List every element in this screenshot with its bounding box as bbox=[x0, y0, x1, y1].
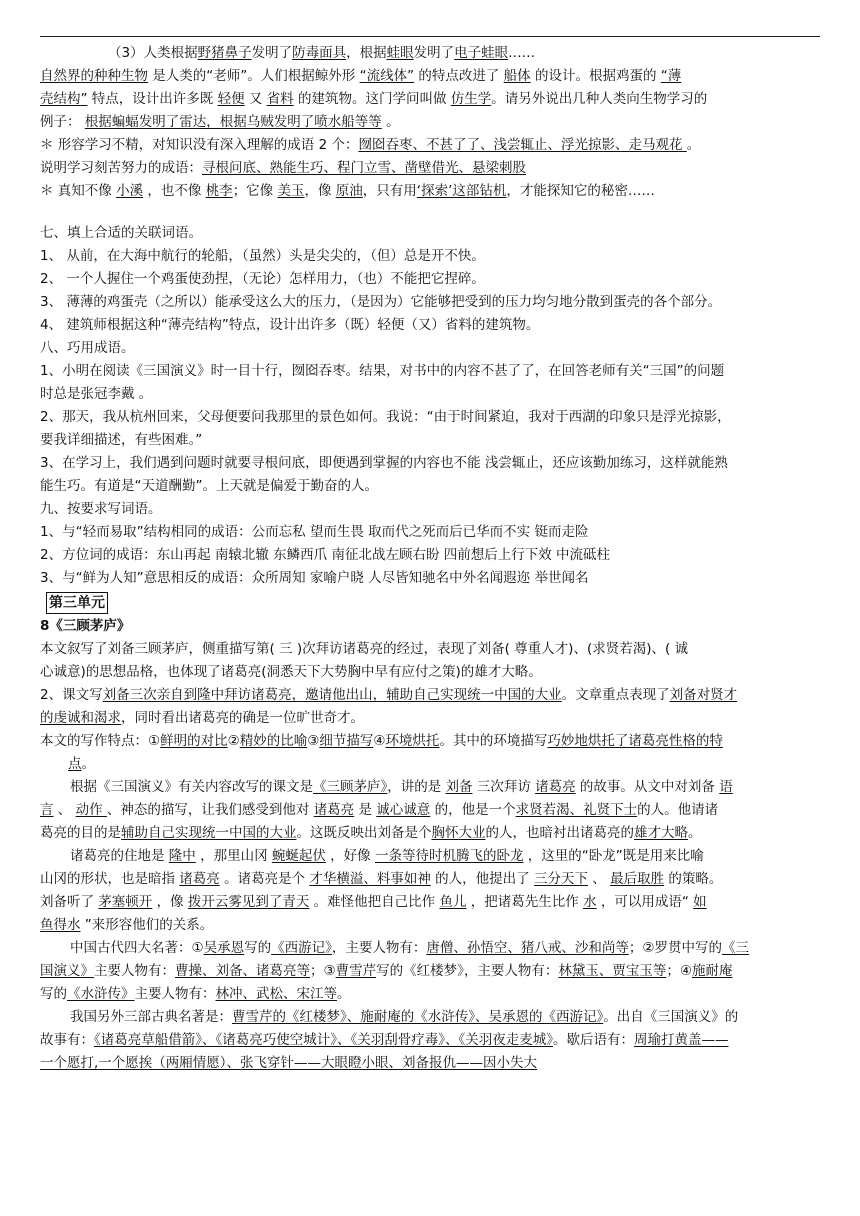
underlined-answer: 动作 bbox=[75, 802, 107, 818]
underlined-answer: 胸怀大业 bbox=[431, 825, 486, 841]
text-run: 七、填上合适的关联词语。 bbox=[40, 225, 202, 241]
text-line bbox=[40, 914, 820, 937]
text-run: 的人，他提出了 bbox=[430, 871, 534, 887]
text-line bbox=[40, 638, 820, 661]
text-run: 本文叙写了刘备三顾茅庐，侧重描写第( 三 )次拜访诸葛亮的经过，表现了刘备( 尊重人才)、(求贤若渴)、( 诚 bbox=[40, 641, 689, 657]
text-line bbox=[40, 498, 820, 521]
text-run: 1、小明在阅读《三国演义》时一目十行，囫囵吞枣。结果，对书中的内容不甚了了，在回答老师有关“三国”的问题 bbox=[40, 363, 725, 379]
text-line bbox=[40, 544, 820, 567]
text-run: 。难怪他把自己比作 bbox=[309, 894, 440, 910]
text-run: 、神态的描写，让我们感受到他对 bbox=[106, 802, 314, 818]
text-run: 。 bbox=[337, 986, 351, 1002]
text-run: ，像 bbox=[304, 183, 336, 199]
underlined-answer: 吴承恩 bbox=[203, 940, 245, 956]
text-run: 的故事。从文中对刘备 bbox=[575, 779, 720, 795]
text-line bbox=[40, 88, 820, 111]
text-line bbox=[40, 567, 820, 590]
text-run: ④ bbox=[373, 733, 386, 749]
text-run: 要我详细描述，有些困难。” bbox=[40, 432, 203, 448]
underlined-answer: 诸葛亮 bbox=[535, 779, 576, 795]
text-run: 写的 bbox=[40, 986, 67, 1002]
text-run: 又 bbox=[244, 91, 267, 107]
underlined-answer: 水 bbox=[583, 894, 597, 910]
text-run: ，像 bbox=[152, 894, 188, 910]
underlined-answer: 刘备三次亲自到隆中拜访诸葛亮，邀请他出山，辅助自己实现统一中国的大业 bbox=[102, 687, 562, 703]
text-run: 的设计。根据鸡蛋的 bbox=[530, 68, 661, 84]
text-run: 的特点改进了 bbox=[414, 68, 504, 84]
underlined-answer: 一个愿打,一个愿挨（两厢情愿）、张飞穿针——大眼瞪小眼、刘备报仇——因小失大 bbox=[40, 1055, 538, 1071]
text-line bbox=[40, 406, 820, 429]
text-run: ，同时看出诸葛亮的确是一位旷世奇才。 bbox=[121, 710, 364, 726]
underlined-answer: 蛙眼 bbox=[386, 45, 414, 61]
underlined-answer: 鱼儿 bbox=[439, 894, 467, 910]
text-run: ＊ 真知不像 bbox=[40, 183, 117, 199]
underlined-answer: 施耐庵 bbox=[691, 963, 733, 979]
text-run: ，根据 bbox=[346, 45, 387, 61]
underlined-answer: 唐僧、孙悟空、猪八戒、沙和尚等 bbox=[426, 940, 629, 956]
underlined-answer: 茅塞顿开 bbox=[98, 894, 153, 910]
underlined-answer: 原油 bbox=[335, 183, 363, 199]
text-run: ，好像 bbox=[325, 848, 375, 864]
text-line bbox=[40, 707, 820, 730]
text-run: 2、那天，我从杭州回来，父母便要问我那里的景色如何。我说：“由于时间紧迫，我对于西湖的印象只是浮光掠影， bbox=[40, 409, 731, 425]
text-run: 。 bbox=[381, 114, 400, 130]
text-run: 8《三顾茅庐》 bbox=[40, 618, 131, 634]
text-run: 心诚意)的思想品格，也体现了诸葛亮(洞悉天下大势胸中早有应付之策)的雄才大略。 bbox=[40, 664, 542, 680]
underlined-answer: 自然界的种种生物 bbox=[40, 68, 148, 84]
text-run: 主要人物有： bbox=[134, 986, 216, 1002]
text-run: …… bbox=[508, 45, 536, 61]
text-line bbox=[40, 730, 820, 753]
underlined-answer: 曹操、刘备、诸葛亮等 bbox=[175, 963, 310, 979]
text-run: 。请另外说出几种人类向生物学习的 bbox=[491, 91, 708, 107]
underlined-answer: 隆中 bbox=[168, 848, 196, 864]
text-line bbox=[40, 684, 820, 707]
underlined-answer: 《三 bbox=[721, 940, 749, 956]
underlined-answer: 壳结构” bbox=[40, 91, 88, 107]
underlined-answer: 言 bbox=[40, 802, 54, 818]
text-run: 故事有： bbox=[40, 1032, 94, 1048]
text-run: 本文的写作特点：① bbox=[40, 733, 161, 749]
text-run: ，那里山冈 bbox=[195, 848, 272, 864]
text-run: 2、 一个人握住一个鸡蛋使劲捏，（无论）怎样用力，（也）不能把它捏碎。 bbox=[40, 271, 485, 287]
text-run: 根据《三国演义》有关内容改写的课文是 bbox=[70, 779, 313, 795]
text-run: 三次拜访 bbox=[472, 779, 536, 795]
underlined-answer: 点 bbox=[68, 756, 82, 772]
text-run: 、 bbox=[53, 802, 76, 818]
blank-line bbox=[40, 203, 820, 222]
underlined-answer: 刘备 bbox=[445, 779, 473, 795]
underlined-answer: 才华横溢、料事如神 bbox=[309, 871, 431, 887]
text-line bbox=[40, 245, 820, 268]
underlined-answer: 最后取胜 bbox=[610, 871, 665, 887]
text-line bbox=[40, 776, 820, 799]
underlined-answer: 国演义》 bbox=[40, 963, 94, 979]
text-run: 。 bbox=[688, 825, 702, 841]
text-line bbox=[40, 157, 820, 180]
underlined-answer: 寻根问底、熟能生巧、程门立雪、凿壁借光、悬梁刺股 bbox=[202, 160, 526, 176]
text-run: 写的 bbox=[244, 940, 272, 956]
underlined-answer: 的虔诚和渴求 bbox=[40, 710, 121, 726]
text-line bbox=[40, 891, 820, 914]
text-run: 中国古代四大名著：① bbox=[70, 940, 204, 956]
text-run: 刘备听了 bbox=[40, 894, 99, 910]
text-run: ③ bbox=[307, 733, 320, 749]
underlined-answer: 一条等待时机腾飞的卧龙 bbox=[374, 848, 524, 864]
document-body bbox=[40, 36, 820, 1075]
underlined-answer: 船体 bbox=[503, 68, 531, 84]
text-line bbox=[40, 337, 820, 360]
text-run: 2、方位词的成语：东山再起 南辕北辙 东鳞西爪 南征北战左顾右盼 四前想后上行下效 中流砥柱 bbox=[40, 547, 611, 563]
text-run: ，只有用 bbox=[362, 183, 417, 199]
text-run: 发明了 bbox=[413, 45, 455, 61]
underlined-answer: 求贤若渴、礼贤下士 bbox=[515, 802, 638, 818]
unit-heading: 第三单元 bbox=[46, 592, 108, 614]
underlined-answer: 诚心诚意 bbox=[376, 802, 431, 818]
underlined-answer: 《诸葛亮草船借箭》、《诸葛亮巧使空城计》、《关羽刮骨疗毒》、《关羽夜走麦城》 bbox=[94, 1032, 553, 1048]
text-line bbox=[40, 661, 820, 684]
text-line bbox=[40, 42, 820, 65]
text-run: 例子： bbox=[40, 114, 85, 130]
text-run: 的人，也暗衬出诸葛亮的 bbox=[485, 825, 634, 841]
text-line bbox=[40, 960, 820, 983]
text-line bbox=[40, 314, 820, 337]
text-run: ，讲的是 bbox=[387, 779, 446, 795]
underlined-answer: 雄才大略 bbox=[634, 825, 688, 841]
text-line bbox=[40, 291, 820, 314]
text-line bbox=[40, 475, 820, 498]
text-line bbox=[40, 360, 820, 383]
text-run: 的人。他请诸 bbox=[637, 802, 719, 818]
text-line bbox=[40, 822, 820, 845]
text-run: 3、在学习上，我们遇到问题时就要寻根问底，即便遇到掌握的内容也不能 浅尝辄止，还应该勤加练习，这样就能熟 bbox=[40, 455, 728, 471]
underlined-answer: 囫囵吞枣、不甚了了、浅尝辄止、浮光掠影、走马观花 bbox=[358, 137, 687, 153]
text-run: 是 bbox=[354, 802, 377, 818]
text-run: 的，他是一个 bbox=[430, 802, 516, 818]
text-run: 主要人物有： bbox=[94, 963, 175, 979]
text-run: 八、巧用成语。 bbox=[40, 340, 135, 356]
underlined-answer: 《西游记》 bbox=[271, 940, 332, 956]
underlined-answer: 桃李 bbox=[205, 183, 233, 199]
text-run: 3、 薄薄的鸡蛋壳（之所以）能承受这么大的压力，（是因为）它能够把受到的压力均匀地分散到蛋壳的各个部分。 bbox=[40, 294, 722, 310]
underlined-answer: 三分天下 bbox=[533, 871, 588, 887]
text-line bbox=[40, 868, 820, 891]
underlined-answer: 环境烘托 bbox=[385, 733, 440, 749]
text-line bbox=[40, 615, 820, 638]
underlined-answer: 鲜明的对比 bbox=[160, 733, 228, 749]
text-line bbox=[40, 383, 820, 406]
underlined-answer: 蜿蜒起伏 bbox=[271, 848, 326, 864]
text-line bbox=[40, 180, 820, 203]
text-run: ② bbox=[227, 733, 240, 749]
text-run: 。 bbox=[686, 137, 701, 153]
underlined-answer: 诸葛亮 bbox=[313, 802, 355, 818]
underlined-answer: 省料 bbox=[266, 91, 294, 107]
underlined-answer: 林冲、武松、宋江等 bbox=[215, 986, 337, 1002]
underlined-answer: 电子蛙眼 bbox=[454, 45, 509, 61]
text-run: 。这既反映出刘备是个 bbox=[296, 825, 432, 841]
text-line bbox=[40, 521, 820, 544]
text-line bbox=[40, 983, 820, 1006]
text-run: 的策略。 bbox=[664, 871, 723, 887]
text-line bbox=[40, 1006, 820, 1029]
underlined-answer: ‘探索’这部钻机 bbox=[416, 183, 507, 199]
text-run: （3）人类根据 bbox=[108, 45, 198, 61]
underlined-answer: 小溪 bbox=[116, 183, 144, 199]
text-run: 。歇后语有： bbox=[553, 1032, 634, 1048]
underlined-answer: 刘备对贤才 bbox=[669, 687, 738, 703]
text-line bbox=[40, 799, 820, 822]
text-line bbox=[40, 937, 820, 960]
text-line bbox=[40, 1029, 820, 1052]
text-run: 、 bbox=[587, 871, 611, 887]
text-run: ；④ bbox=[666, 963, 692, 979]
underlined-answer: 《水浒传》 bbox=[67, 986, 135, 1002]
text-run: ，这里的“卧龙”既是用来比喻 bbox=[523, 848, 704, 864]
text-run: 葛亮的目的是 bbox=[40, 825, 121, 841]
text-run: 的建筑物。这门学问叫做 bbox=[293, 91, 451, 107]
underlined-answer: 周瑜打黄盖—— bbox=[634, 1032, 729, 1048]
text-run: 。出自《三国演义》的 bbox=[603, 1009, 739, 1025]
text-run: 九、按要求写词语。 bbox=[40, 501, 162, 517]
text-run: ，主要人物有： bbox=[331, 940, 427, 956]
text-run: 。诸葛亮是个 bbox=[219, 871, 310, 887]
text-run: ；③ bbox=[310, 963, 336, 979]
text-run: 山冈的形状，也是暗指 bbox=[40, 871, 180, 887]
underlined-answer: 巧妙地烘托了诸葛亮性格的特 bbox=[547, 733, 723, 749]
underlined-answer: 轻便 bbox=[217, 91, 245, 107]
text-run: ，把诸葛先生比作 bbox=[466, 894, 584, 910]
text-run: 。 bbox=[81, 756, 95, 772]
text-run: ；②罗贯中写的 bbox=[628, 940, 722, 956]
text-line bbox=[40, 845, 820, 868]
text-run: 时总是张冠李戴 。 bbox=[40, 386, 153, 402]
underlined-answer: 鱼得水 bbox=[40, 917, 81, 933]
text-run: 说明学习刻苦努力的成语： bbox=[40, 160, 202, 176]
text-line bbox=[40, 65, 820, 88]
underlined-answer: 林黛玉、贾宝玉等 bbox=[558, 963, 667, 979]
underlined-answer: 如 bbox=[693, 894, 707, 910]
underlined-answer: “流线体” bbox=[359, 68, 415, 84]
text-run: 。文章重点表现了 bbox=[561, 687, 670, 703]
underlined-answer: 细节描写 bbox=[319, 733, 374, 749]
text-line bbox=[40, 111, 820, 134]
underlined-answer: 美玉 bbox=[277, 183, 305, 199]
text-run: ；它像 bbox=[232, 183, 278, 199]
text-run: ，也不像 bbox=[143, 183, 206, 199]
underlined-answer: 曹雪芹的《红楼梦》、施耐庵的《水浒传》、吴承恩的《西游记》 bbox=[232, 1009, 604, 1025]
text-run: 写的《红楼梦》，主要人物有： bbox=[376, 963, 559, 979]
text-run: 发明了 bbox=[251, 45, 293, 61]
unit-heading-row bbox=[40, 590, 820, 615]
text-run: 1、 从前，在大海中航行的轮船，（虽然）头是尖尖的，（但）总是开不快。 bbox=[40, 248, 485, 264]
text-line bbox=[40, 452, 820, 475]
text-line bbox=[40, 429, 820, 452]
underlined-answer: 根据蝙蝠发明了雷达，根据乌贼发明了喷水船等等 bbox=[84, 114, 382, 130]
text-run: 诸葛亮的住地是 bbox=[70, 848, 169, 864]
text-run: 特点，设计出许多既 bbox=[87, 91, 218, 107]
text-run: 1、与“轻而易取”结构相同的成语：公而忘私 望而生畏 取而代之死而后已华而不实 铤而走险 bbox=[40, 524, 589, 540]
text-run: 是人类的“老师”。人们根据鲸外形 bbox=[148, 68, 360, 84]
text-run: ，可以用成语“ bbox=[596, 894, 694, 910]
text-line bbox=[40, 753, 820, 776]
underlined-answer: 诸葛亮 bbox=[179, 871, 220, 887]
underlined-answer: 辅助自己实现统一中国的大业 bbox=[121, 825, 297, 841]
text-run: 3、与“鲜为人知”意思相反的成语：众所周知 家喻户晓 人尽皆知驰名中外名闻遐迩 举世闻名 bbox=[40, 570, 589, 586]
underlined-answer: 仿生学 bbox=[450, 91, 492, 107]
text-line bbox=[40, 134, 820, 157]
text-run: 4、 建筑师根据这种“薄壳结构”特点，设计出许多（既）轻便（又）省料的建筑物。 bbox=[40, 317, 540, 333]
text-run: 我国另外三部古典名著是： bbox=[70, 1009, 232, 1025]
text-line bbox=[40, 222, 820, 245]
underlined-answer: “薄 bbox=[660, 68, 682, 84]
text-line bbox=[40, 268, 820, 291]
underlined-answer: 《三顾茅庐》 bbox=[313, 779, 388, 795]
underlined-answer: 拨开云雾见到了青天 bbox=[187, 894, 310, 910]
underlined-answer: 精妙的比喻 bbox=[239, 733, 308, 749]
underlined-answer: 曹雪芹 bbox=[335, 963, 377, 979]
text-run: ”来形容他们的关系。 bbox=[80, 917, 214, 933]
text-run: 。其中的环境描写 bbox=[439, 733, 548, 749]
text-run: ，才能探知它的秘密…… bbox=[506, 183, 655, 199]
text-run: 2、课文写 bbox=[40, 687, 103, 703]
text-run: ＊ 形容学习不精，对知识没有深入理解的成语 2 个： bbox=[40, 137, 359, 153]
text-run: 能生巧。有道是“天道酬勤”。上天就是偏爱于勤奋的人。 bbox=[40, 478, 378, 494]
text-line bbox=[40, 1052, 820, 1075]
underlined-answer: 防毒面具 bbox=[292, 45, 347, 61]
underlined-answer: 野猪鼻子 bbox=[197, 45, 252, 61]
underlined-answer: 语 bbox=[719, 779, 733, 795]
